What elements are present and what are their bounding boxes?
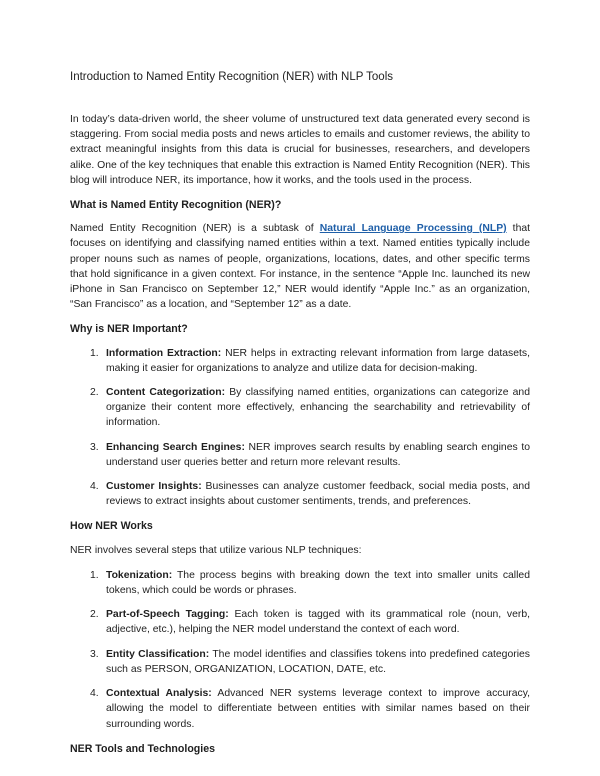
list-text: Advanced NER systems leverage context to improve accuracy, allowing the model to differentiate between entities with similar names based on their surrounding words. <box>106 688 531 730</box>
list-item <box>70 607 530 637</box>
document-body <box>70 112 530 765</box>
list-item <box>70 647 530 677</box>
list-number: 2. <box>90 387 99 399</box>
list-text: NER improves search results by enabling search engines to understand user queries better and return more relevant results. <box>106 441 530 468</box>
list-item <box>70 686 530 732</box>
list-text: The process begins with breaking down the text into smaller units called tokens, which could be words or phrases. <box>106 569 530 597</box>
list-number: 1. <box>90 347 99 359</box>
list-text: NER helps in extracting relevant information from large datasets, making it easier for organizations to analyze and utilize data for decision-making. <box>106 347 530 374</box>
list-number: 4. <box>90 481 99 493</box>
list-number: 3. <box>90 648 99 660</box>
list-text: Businesses can analyze customer feedback, social media posts, and reviews to extract insights about customer sentiments, trends, and preferences. <box>106 481 530 508</box>
list-number: 2. <box>90 609 99 621</box>
nlp-link[interactable]: Natural Language Processing (NLP) <box>319 223 507 235</box>
list-number: 4. <box>90 688 99 700</box>
list-item <box>70 479 530 509</box>
what-text-after-link: that focuses on identifying and classifying named entities within a text. Named entities typically include proper nouns such as names of people, organizations, locations, dates, and other specific terms that hold significance in a given context. For instance, in the sentence “Apple Inc. launched its new iPhone in San Francisco on September 12,” NER would identify “Apple Inc.” as an organization, “San Francisco” as a location, and “September 12” as a date. <box>70 223 531 311</box>
list-text: By classifying named entities, organizations can categorize and organize their content more effectively, enhancing the searchability and retrievability of information. <box>106 387 530 429</box>
document-title: Introduction to Named Entity Recognition (NER) with NLP Tools <box>70 71 394 83</box>
how-ner-intro: NER involves several steps that utilize various NLP techniques: <box>70 544 362 556</box>
list-term: Contextual Analysis: <box>106 688 212 700</box>
list-term: Information Extraction: <box>106 347 222 359</box>
heading-why-ner: Why is NER Important? <box>70 323 188 336</box>
list-term: Customer Insights: <box>106 481 202 493</box>
why-ner-list <box>70 346 530 510</box>
list-item <box>70 568 530 598</box>
how-ner-list <box>70 568 530 732</box>
list-term: Enhancing Search Engines: <box>106 441 245 453</box>
list-item <box>70 440 530 470</box>
list-item <box>70 385 530 431</box>
list-item <box>70 346 530 376</box>
heading-ner-tools: NER Tools and Technologies <box>70 742 215 755</box>
list-number: 1. <box>90 569 99 581</box>
list-term: Content Categorization: <box>106 387 226 399</box>
list-text: The model identifies and classifies tokens into predefined categories such as PERSON, ORGANIZATION, LOCATION, DATE, etc. <box>106 648 530 675</box>
list-term: Tokenization: <box>106 569 173 581</box>
list-number: 3. <box>90 441 99 453</box>
what-text-before-link: Named Entity Recognition (NER) is a subtask of <box>70 223 320 235</box>
what-is-ner-paragraph <box>70 221 530 312</box>
intro-paragraph: In today’s data-driven world, the sheer volume of unstructured text data generated every second is staggering. From social media posts and news articles to emails and customer reviews, the ability to extract meaningful insights from this data is crucial for businesses, researchers, and developers alike. One of the key techniques that enable this extraction is Named Entity Recognition (NER). This blog will introduce NER, its importance, how it works, and the tools used in the process. <box>70 114 530 186</box>
list-text: Each token is tagged with its grammatical role (noun, verb, adjective, etc.), helping the NER model understand the context of each word. <box>106 609 530 636</box>
list-term: Entity Classification: <box>106 648 210 660</box>
list-term: Part-of-Speech Tagging: <box>106 609 229 621</box>
heading-how-ner-works: How NER Works <box>70 520 153 533</box>
heading-what-is-ner: What is Named Entity Recognition (NER)? <box>70 199 282 212</box>
